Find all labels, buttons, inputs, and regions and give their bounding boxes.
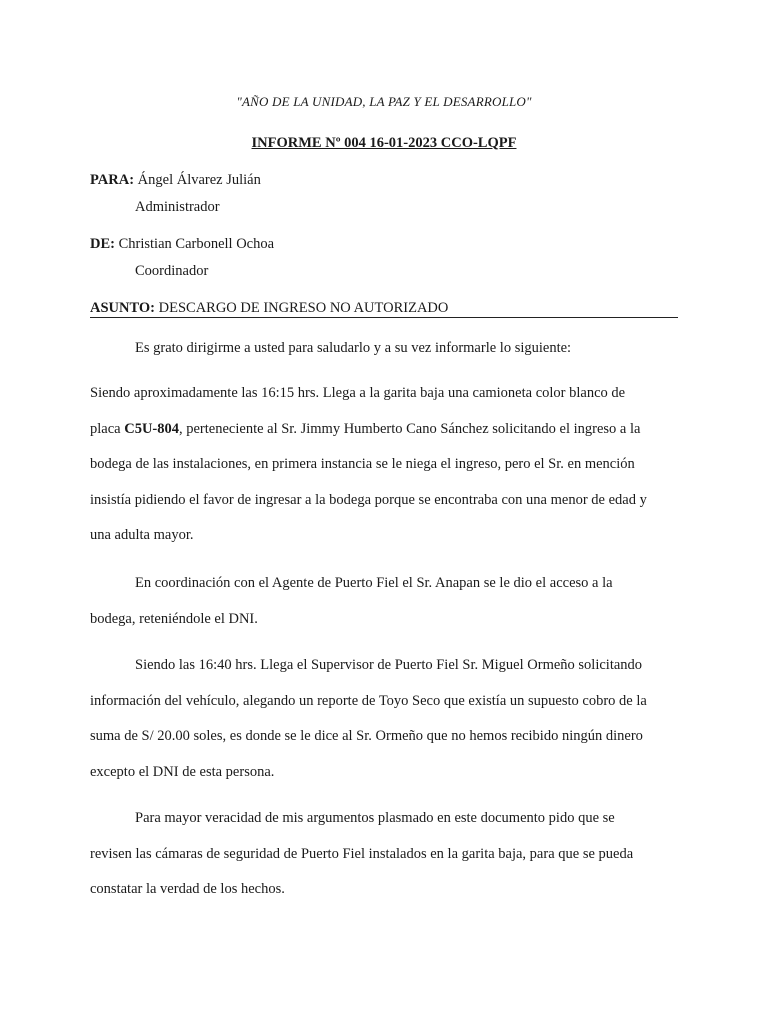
- asunto-line: [90, 299, 448, 317]
- paragraph-1-line-1: Siendo aproximadamente las 16:15 hrs. Llega a la garita baja una camioneta color blanco de: [90, 385, 626, 401]
- para-role: Administrador: [135, 199, 220, 215]
- paragraph-3: [90, 656, 678, 798]
- document-motto: "AÑO DE LA UNIDAD, LA PAZ Y EL DESARROLLO": [236, 94, 532, 109]
- paragraph-1-line-3: bodega de las instalaciones, en primera instancia se le niega el ingreso, pero el Sr. en mención: [90, 456, 635, 472]
- asunto-text: DESCARGO DE INGRESO NO AUTORIZADO: [158, 300, 449, 316]
- para-line: [90, 171, 261, 189]
- de-name: Christian Carbonell Ochoa: [118, 236, 275, 252]
- paragraph-4: [90, 809, 678, 916]
- paragraph-3-line-2: información del vehículo, alegando un reporte de Toyo Seco que existía un supuesto cobro de la: [90, 692, 647, 709]
- paragraph-1: [90, 384, 678, 562]
- greeting-text: Es grato dirigirme a usted para saludarlo y a su vez informarle lo siguiente:: [135, 340, 572, 356]
- para-label: PARA:: [90, 172, 135, 188]
- para-name: Ángel Álvarez Julián: [137, 172, 261, 188]
- license-plate: C5U-804: [124, 420, 179, 437]
- de-label: DE:: [90, 236, 115, 252]
- paragraph-4-line-1: Para mayor veracidad de mis argumentos plasmado en este documento pido que se: [135, 810, 615, 826]
- paragraph-1-line-5: una adulta mayor.: [90, 527, 194, 543]
- paragraph-2-line-1: En coordinación con el Agente de Puerto Fiel el Sr. Anapan se le dio el acceso a la: [135, 575, 613, 591]
- paragraph-1-line-4: insistía pidiendo el favor de ingresar a la bodega porque se encontraba con una menor de edad y: [90, 491, 647, 508]
- asunto-label: ASUNTO:: [90, 300, 155, 316]
- paragraph-3-line-1: Siendo las 16:40 hrs. Llega el Supervisor de Puerto Fiel Sr. Miguel Ormeño solicitando: [135, 657, 643, 673]
- paragraph-1-line-2: placa C5U-804, perteneciente al Sr. Jimmy Humberto Cano Sánchez solicitando el ingreso a la: [90, 420, 641, 437]
- asunto-divider: [90, 317, 678, 318]
- paragraph-4-line-2: revisen las cámaras de seguridad de Puerto Fiel instalados en la garita baja, para que se pueda: [90, 845, 634, 862]
- paragraph-3-line-3: suma de S/ 20.00 soles, es donde se le dice al Sr. Ormeño que no hemos recibido ningún dinero: [90, 728, 643, 744]
- de-line: [90, 235, 274, 253]
- paragraph-2-line-2: bodega, reteniéndole el DNI.: [90, 610, 258, 627]
- de-role: Coordinador: [135, 263, 209, 279]
- paragraph-4-line-3: constatar la verdad de los hechos.: [90, 881, 285, 897]
- document-title: INFORME Nº 004 16-01-2023 CCO-LQPF: [251, 135, 517, 151]
- paragraph-3-line-4: excepto el DNI de esta persona.: [90, 763, 275, 780]
- paragraph-2: [90, 574, 678, 645]
